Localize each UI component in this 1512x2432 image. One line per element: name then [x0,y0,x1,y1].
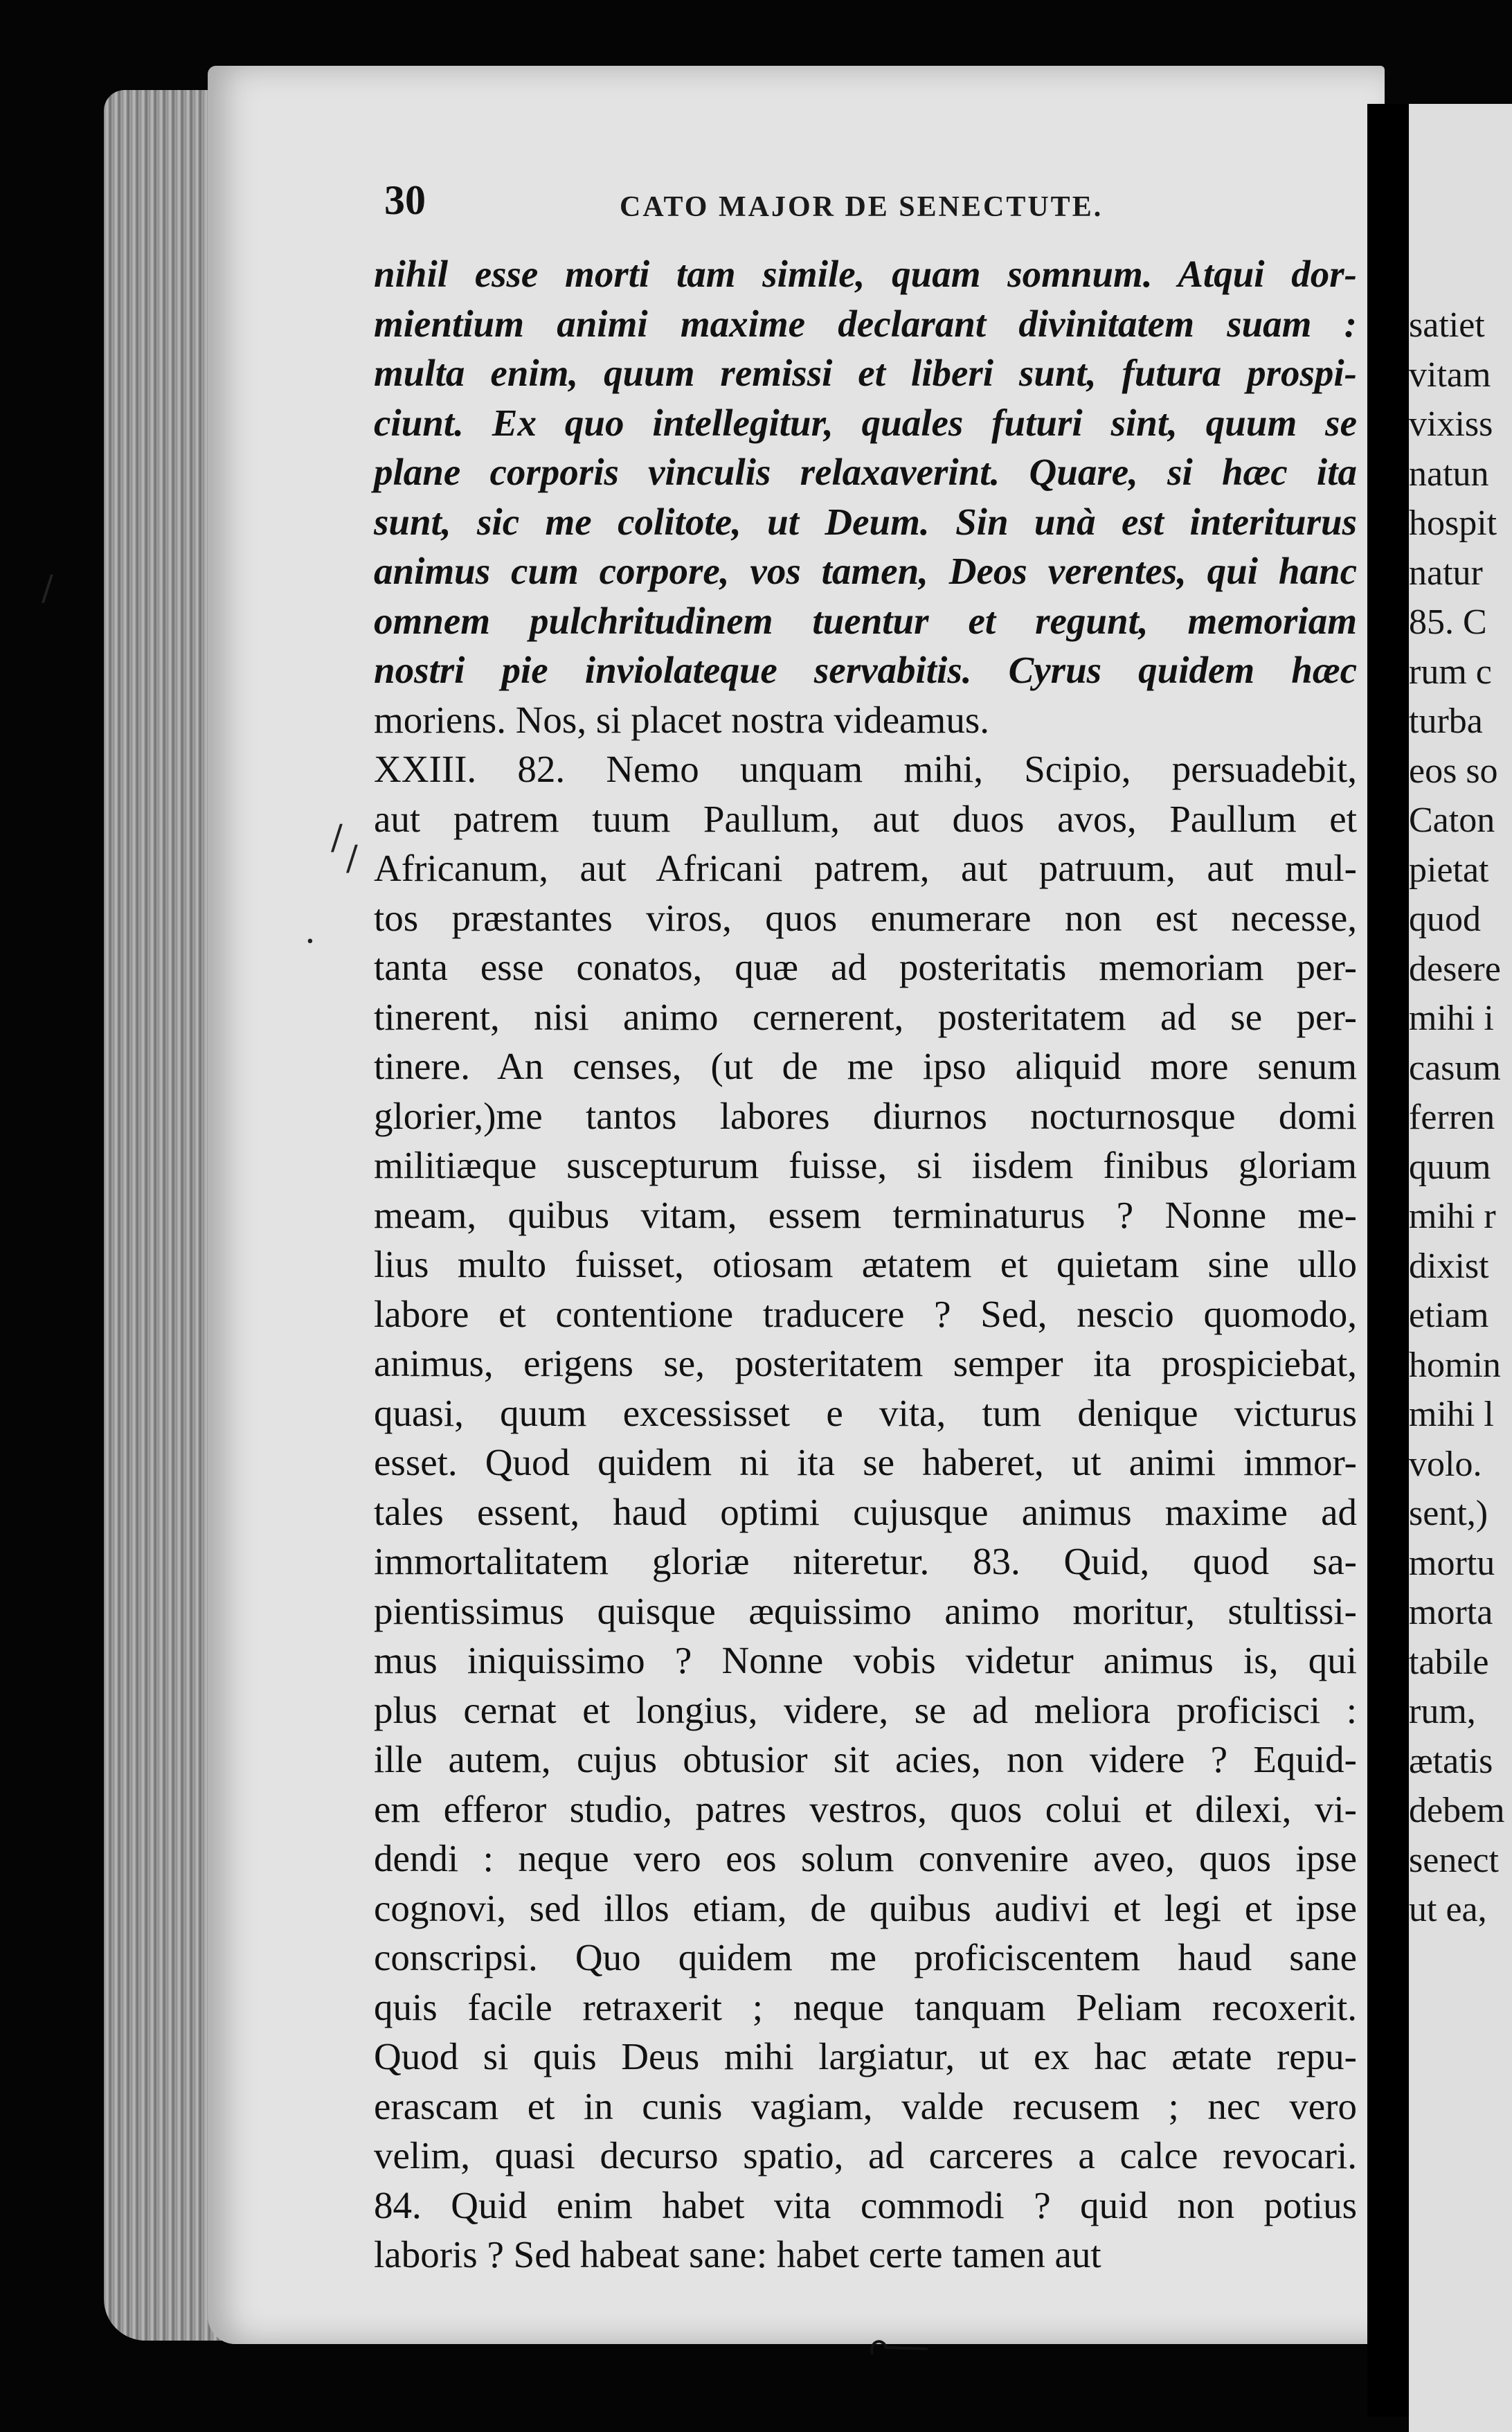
right-page-line: tabile [1409,1642,1489,1682]
text-line: plane corporis vinculis relaxaverint. Quare, si hæc ita [374,451,1357,493]
ink-mark [865,2334,935,2361]
text-line: labore et contentione traducere ? Sed, nescio quomodo, [374,1292,1357,1335]
right-page-line: 85. C [1409,602,1487,642]
text-line: militiæque suscepturum fuisse, si iisdem finibus gloriam [374,1144,1357,1186]
running-head: CATO MAJOR DE SENECTUTE. [620,191,1104,223]
margin-mark: / [346,838,358,878]
margin-mark: / [42,568,53,608]
right-page-line: debem [1409,1791,1505,1830]
margin-mark: / [331,817,343,857]
text-line: tinere. An censes, (ut de me ipso aliquid more senum [374,1045,1357,1087]
text-line: nihil esse morti tam simile, quam somnum. Atqui dor- [374,253,1357,295]
text-line: ille autem, cujus obtusior sit acies, non videre ? Equid- [374,1738,1357,1780]
text-line: plus cernat et longius, videre, se ad meliora proficisci : [374,1688,1357,1731]
margin-mark: · [305,921,316,961]
right-page-line: etiam [1409,1296,1489,1335]
right-page-line: Caton [1409,801,1495,840]
text-line: velim, quasi decurso spatio, ad carceres a calce revocari. [374,2134,1357,2176]
right-page-line: morta [1409,1593,1493,1632]
right-page-line: hospit [1409,503,1497,543]
body-text [374,249,1357,2280]
text-line: 84. Quid enim habet vita commodi ? quid non potius [374,2183,1357,2226]
right-page-line: mihi l [1409,1395,1494,1434]
text-line: conscripsi. Quo quidem me proficiscentem haud sane [374,1936,1357,1978]
right-page-line: mihi r [1409,1197,1496,1236]
text-line: cognovi, sed illos etiam, de quibus audivi et legi et ipse [374,1886,1357,1929]
text-line: animus, erigens se, posteritatem semper ita prospiciebat, [374,1342,1357,1384]
text-line: glorier,)me tantos labores diurnos nocturnosque domi [374,1094,1357,1137]
right-page-line: ferren [1409,1098,1495,1137]
right-page-line: mihi i [1409,999,1494,1038]
text-line: mus iniquissimo ? Nonne vobis videtur animus is, qui [374,1639,1357,1681]
right-page-line: natur [1409,553,1483,593]
text-line: multa enim, quum remissi et liberi sunt, futura prospi- [374,352,1357,394]
right-page-line: satiet [1409,305,1485,345]
text-line: erascam et in cunis vagiam, valde recusem ; nec vero [374,2084,1357,2127]
right-page-line: desere [1409,949,1501,989]
text-line: tales essent, haud optimi cujusque animus maxime ad [374,1490,1357,1533]
text-line: moriens. Nos, si placet nostra videamus. [374,698,989,741]
text-line: meam, quibus vitam, essem terminaturus ? Nonne me- [374,1193,1357,1236]
text-line: immortalitatem gloriæ niteretur. 83. Quid, quod sa- [374,1540,1357,1582]
right-page-line: rum c [1409,652,1492,692]
right-book-page [1409,104,1512,2432]
right-page-line: rum, [1409,1692,1476,1731]
text-line: esset. Quod quidem ni ita se haberet, ut animi immor- [374,1441,1357,1483]
text-line: tanta esse conatos, quæ ad posteritatis memoriam per- [374,946,1357,988]
right-page-line: sent,) [1409,1494,1488,1533]
text-line: tos præstantes viros, quos enumerare non est necesse, [374,896,1357,939]
right-page-line: volo. [1409,1444,1482,1484]
page-number: 30 [384,177,426,223]
right-page-line: vitam [1409,355,1491,395]
text-line: XXIII. 82. Nemo unquam mihi, Scipio, persuadebit, [374,748,1357,790]
text-line: laboris ? Sed habeat sane: habet certe tamen aut [374,2233,1101,2275]
text-line: omnem pulchritudinem tuentur et regunt, memoriam [374,599,1357,642]
right-page-line: turba [1409,701,1483,741]
page-header [384,177,1353,232]
right-page-line: ut ea, [1409,1890,1487,1929]
text-line: dendi : neque vero eos solum convenire aveo, quos ipse [374,1837,1357,1879]
text-line: mientium animi maxime declarant divinitatem suam : [374,302,1357,345]
text-line: Africanum, aut Africani patrem, aut patruum, aut mul- [374,847,1357,889]
text-line: em efferor studio, patres vestros, quos colui et dilexi, vi- [374,1787,1357,1830]
right-page-line: ætatis [1409,1741,1493,1781]
text-line: sunt, sic me colitote, ut Deum. Sin unà est interiturus [374,500,1357,543]
text-line: quasi, quum excessisset e vita, tum denique victurus [374,1391,1357,1434]
right-page-line: senect [1409,1840,1499,1880]
book-gutter [1367,104,1409,2417]
text-line: Quod si quis Deus mihi largiatur, ut ex hac ætate repu- [374,2035,1357,2077]
right-page-line: pietat [1409,850,1489,890]
right-page-line: mortu [1409,1543,1495,1583]
right-page-line: quum [1409,1147,1491,1187]
text-line: animus cum corpore, vos tamen, Deos verentes, qui hanc [374,550,1357,592]
text-line: tinerent, nisi animo cernerent, posteritatem ad se per- [374,995,1357,1038]
right-page-line: eos so [1409,751,1498,791]
right-page-line: vixiss [1409,404,1493,444]
right-page-line: casum [1409,1048,1501,1088]
text-line: quis facile retraxerit ; neque tanquam Peliam recoxerit. [374,1985,1357,2028]
text-line: ciunt. Ex quo intellegitur, quales futuri sint, quum se [374,401,1357,444]
right-page-line: natun [1409,454,1489,494]
text-line: aut patrem tuum Paullum, aut duos avos, Paullum et [374,797,1357,840]
right-page-line: quod [1409,900,1481,939]
text-line: lius multo fuisset, otiosam ætatem et quietam sine ullo [374,1243,1357,1285]
text-line: nostri pie inviolateque servabitis. Cyrus quidem hæc [374,649,1357,691]
right-page-line: dixist [1409,1246,1489,1286]
text-line: pientissimus quisque æquissimo animo moritur, stultissi- [374,1589,1357,1632]
right-page-line: homin [1409,1345,1501,1385]
